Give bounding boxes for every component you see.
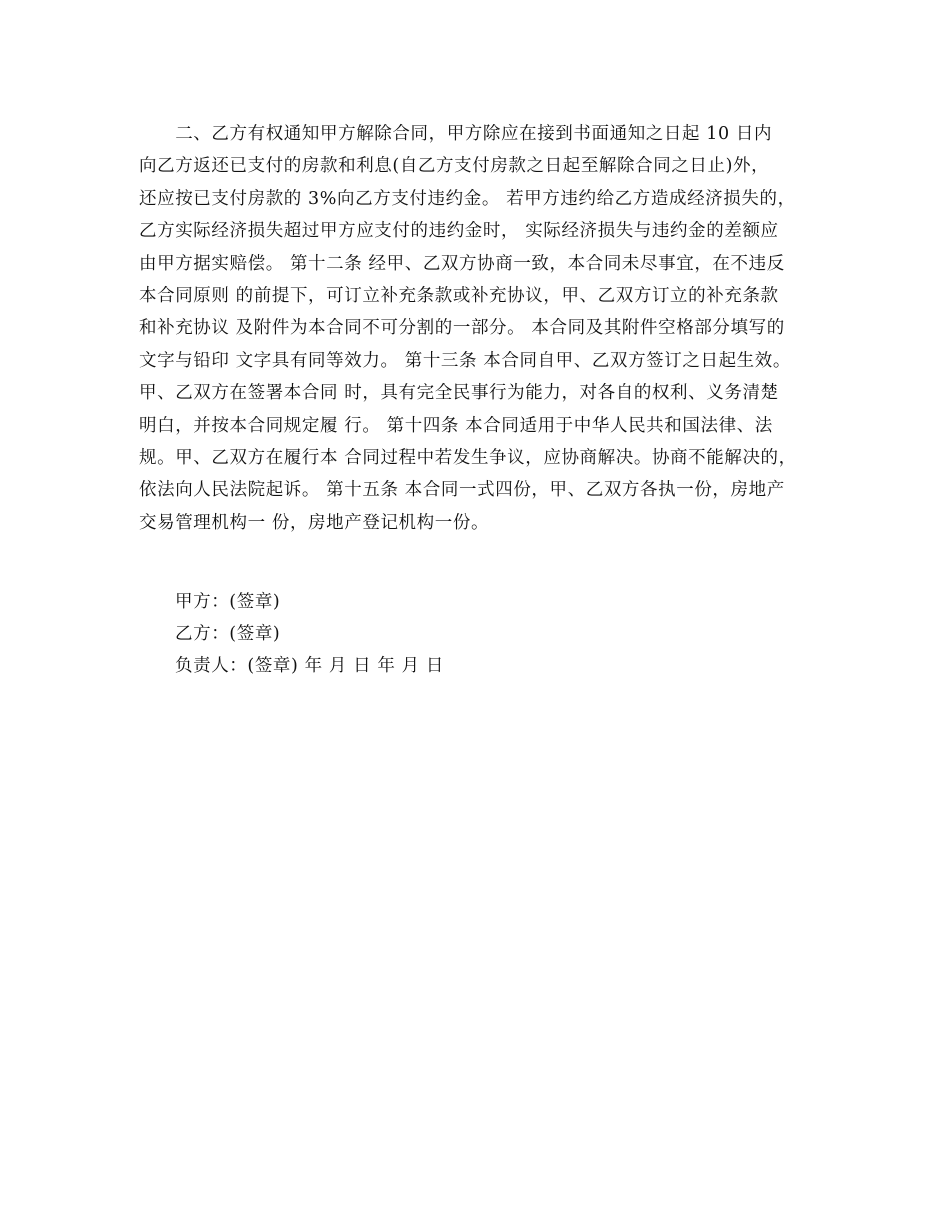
- contract-body-text: 二、乙方有权通知甲方解除合同，甲方除应在接到书面通知之日起 10 日内 向乙方返还已支付的房款和利息(自乙方支付房款之日起至解除合同之日止)外， 还应按已支付房款的 3%向乙方支付违约金。 若甲方违约给乙方造成经济损失的， 乙方实际经济损失超过甲方应支付的违约金时， 实际经济损失与违约金的差额应 由甲方据实赔偿。 第十二条 经甲、乙双方协商一致，本合同未尽事宜，在不违反 本合同原则 的前提下，可订立补充条款或补充协议，甲、乙双方订立的补充条款 和补充协议 及附件为本合同不可分割的一部分。 本合同及其附件空格部分填写的 文字与铅印 文字具有同等效力。 第十三条 本合同自甲、乙双方签订之日起生效。 甲、乙双方在签署本合同 时，具有完全民事行为能力，对各自的权利、义务清楚 明白，并按本合同规定履 行。 第十四条 本合同适用于中华人民共和国法律、法 规。甲、乙双方在履行本 合同过程中若发生争议，应协商解决。协商不能解决的， 依法向人民法院起诉。 第十五条 本合同一式四份，甲、乙双方各执一份，房地产 交易管理机构一 份，房地产登记机构一份。: [139, 124, 797, 533]
- signature-party-a: 甲方：(签章): [175, 592, 281, 612]
- signature-party-b: 乙方：(签章): [175, 624, 281, 644]
- signature-responsible-date: 负责人：(签章) 年 月 日 年 月 日: [175, 656, 445, 676]
